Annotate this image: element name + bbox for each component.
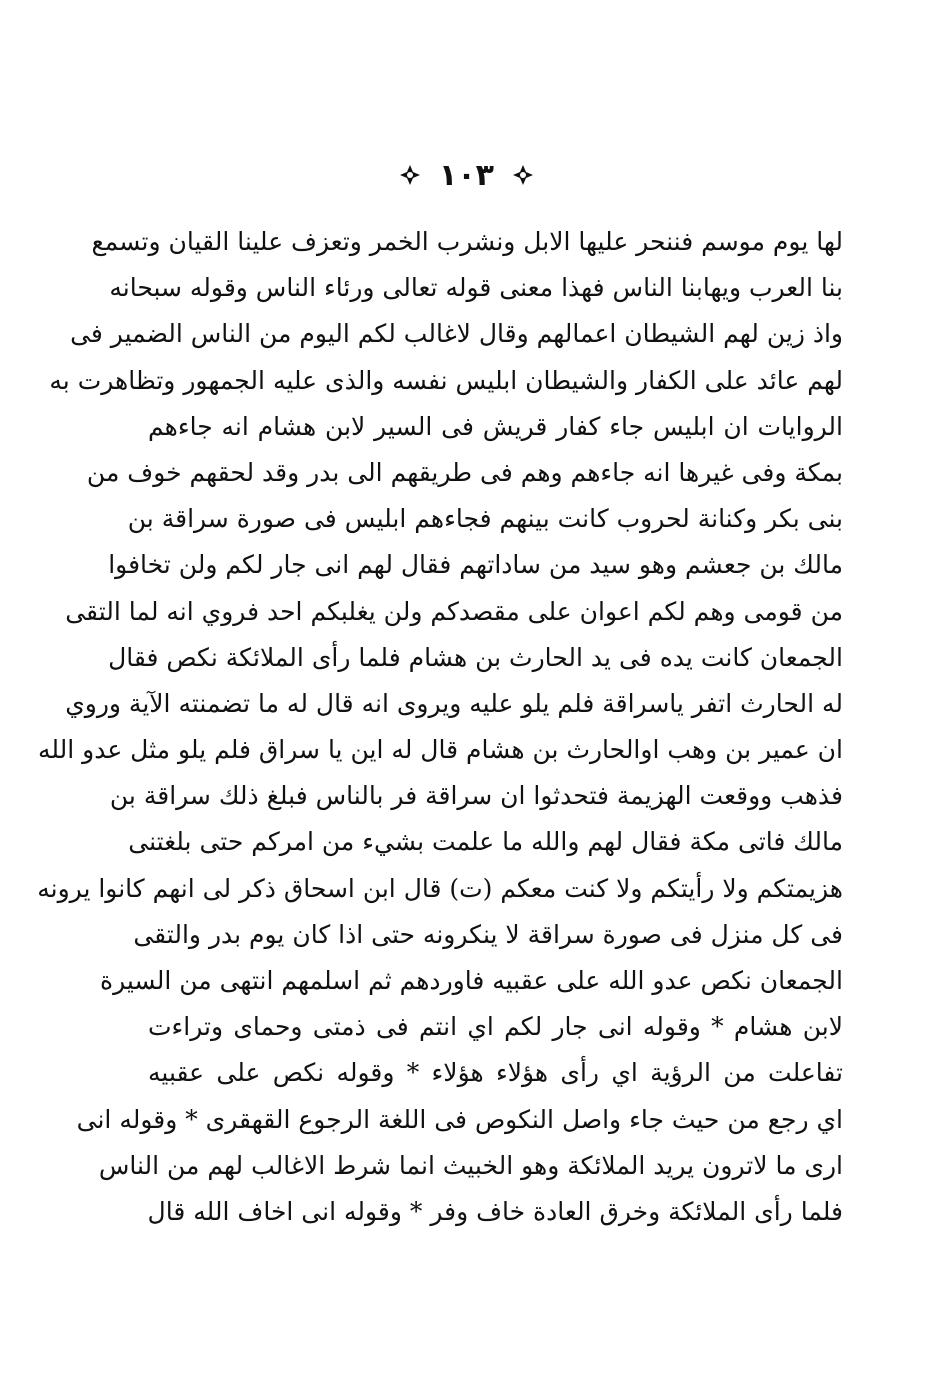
- text-line: فى كل منزل فى صورة سراقة لا ينكرونه حتى اذا كان يوم بدر والتقى: [133, 919, 843, 949]
- text-line: له الحارث اتفر ياسراقة فلم يلو عليه ويروى انه قال له ما تضمنته الآية وروي: [65, 688, 843, 718]
- text-line: فلما رأى الملائكة وخرق العادة خاف وفر * وقوله انى اخاف الله قال: [147, 1196, 843, 1226]
- ornament-icon: [399, 164, 421, 186]
- text-line: هزيمتكم ولا رأيتكم ولا كنت معكم (ت) قال ابن اسحاق ذكر لى انهم كانوا يرونه: [37, 873, 843, 903]
- text-line: لها يوم موسم فننحر عليها الابل ونشرب الخمر وتعزف علينا القيان وتسمع: [91, 227, 843, 256]
- text-line: واذ زين لهم الشيطان اعمالهم وقال لاغالب لكم اليوم من الناس الضمير فى: [70, 319, 843, 349]
- text-line: بنى بكر وكنانة لحروب كانت بينهم فجاءهم ابليس فى صورة سراقة بن: [127, 504, 843, 534]
- text-line: من قومى وهم لكم اعوان على مقصدكم ولن يغلبكم احد فروي انه لما التقى: [65, 596, 843, 626]
- text-line: لابن هشام * وقوله انى جار لكم اي انتم فى ذمتى وحماى وتراءت: [148, 1012, 843, 1042]
- text-line: فذهب ووقعت الهزيمة فتحدثوا ان سراقة فر بالناس فبلغ ذلك سراقة بن: [109, 781, 843, 811]
- page-header: [0, 150, 933, 200]
- main-text-block: [37, 219, 843, 1235]
- text-line: لهم عائد على الكفار والشيطان ابليس نفسه والذى عليه الجمهور وتظاهرت به: [49, 365, 843, 395]
- text-line: الروايات ان ابليس جاء كفار قريش فى السير لابن هشام انه جاءهم: [148, 411, 843, 441]
- text-line: تفاعلت من الرؤية اي رأى هؤلاء هؤلاء * وقوله نكص على عقبيه: [148, 1058, 843, 1088]
- text-line: بمكة وفى غيرها انه جاءهم وهم فى طريقهم الى بدر وقد لحقهم خوف من: [86, 457, 843, 487]
- text-line: ارى ما لاترون يريد الملائكة وهو الخبيث انما شرط الاغالب لهم من الناس: [98, 1150, 843, 1180]
- text-line: بنا العرب ويهابنا الناس فهذا معنى قوله تعالى ورئاء الناس وقوله سبحانه: [109, 273, 843, 303]
- text-line: اي رجع من حيث جاء واصل النكوص فى اللغة الرجوع القهقرى * وقوله انى: [76, 1104, 843, 1134]
- text-line: مالك بن جعشم وهو سيد من ساداتهم فقال لهم انى جار لكم ولن تخافوا: [108, 550, 843, 580]
- text-line: الجمعان كانت يده فى يد الحارث بن هشام فلما رأى الملائكة نكص فقال: [108, 642, 843, 672]
- text-line: ان عمير بن وهب اوالحارث بن هشام قال له اين يا سراق فلم يلو مثل عدو الله: [37, 735, 843, 765]
- text-line: مالك فاتى مكة فقال لهم والله ما علمت بشيء من امركم حتى بلغتنى: [128, 827, 843, 857]
- text-line: الجمعان نكص عدو الله على عقبيه فاوردهم ثم اسلمهم انتهى من السيرة: [99, 966, 843, 995]
- page-number: ١٠٣: [439, 157, 494, 193]
- ornament-icon: [512, 164, 534, 186]
